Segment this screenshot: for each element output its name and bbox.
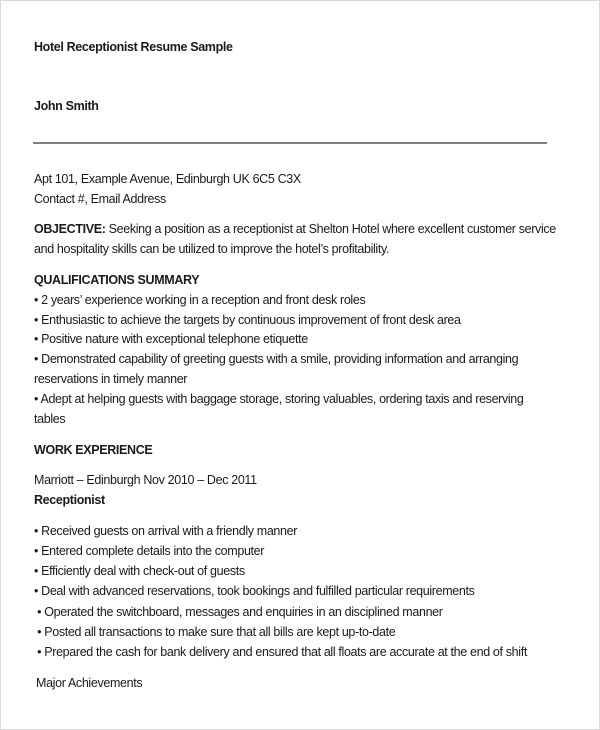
duty-item: • Deal with advanced reservations, took bookings and fulfilled particular requirements <box>34 584 475 598</box>
achievements-label: Major Achievements <box>36 676 143 690</box>
duty-item: • Posted all transactions to make sure that all bills are kept up-to-date <box>34 625 396 639</box>
objective-line-1 <box>34 222 556 236</box>
qualification-item: • Adept at helping guests with baggage storage, storing valuables, ordering taxis and reserving <box>34 392 524 406</box>
qualification-item: • Demonstrated capability of greeting guests with a smile, providing information and arranging <box>34 352 519 366</box>
duty-item: • Efficiently deal with check-out of guests <box>34 564 245 578</box>
qualification-item: • 2 years’ experience working in a reception and front desk roles <box>34 293 366 307</box>
objective-label: OBJECTIVE: <box>34 222 106 236</box>
employer-line: Marriott – Edinburgh Nov 2010 – Dec 2011 <box>34 473 257 487</box>
position-title: Receptionist <box>34 493 105 507</box>
qualification-item-continued: reservations in timely manner <box>34 372 188 386</box>
duty-item: • Prepared the cash for bank delivery and ensured that all floats are accurate at the end of shift <box>34 645 527 659</box>
objective-text-1: Seeking a position as a receptionist at Shelton Hotel where excellent customer service <box>105 222 556 236</box>
work-experience-heading: WORK EXPERIENCE <box>34 443 153 457</box>
duty-item: • Received guests on arrival with a friendly manner <box>34 524 298 538</box>
contact-line: Contact #, Email Address <box>34 192 166 206</box>
duty-item: • Entered complete details into the computer <box>34 544 265 558</box>
qualification-item: • Enthusiastic to achieve the targets by continuous improvement of front desk area <box>34 313 461 327</box>
duty-item: • Operated the switchboard, messages and enquiries in an disciplined manner <box>34 605 443 619</box>
candidate-name: John Smith <box>34 99 99 113</box>
header-divider <box>33 142 547 144</box>
document-title: Hotel Receptionist Resume Sample <box>34 40 233 54</box>
qualification-item: • Positive nature with exceptional telephone etiquette <box>34 332 308 346</box>
qualification-item-continued: tables <box>34 412 66 426</box>
qualifications-heading: QUALIFICATIONS SUMMARY <box>34 273 200 287</box>
address-line: Apt 101, Example Avenue, Edinburgh UK 6C5 C3X <box>34 172 301 186</box>
objective-line-2: and hospitality skills can be utilized to improve the hotel’s profitability. <box>34 242 390 256</box>
